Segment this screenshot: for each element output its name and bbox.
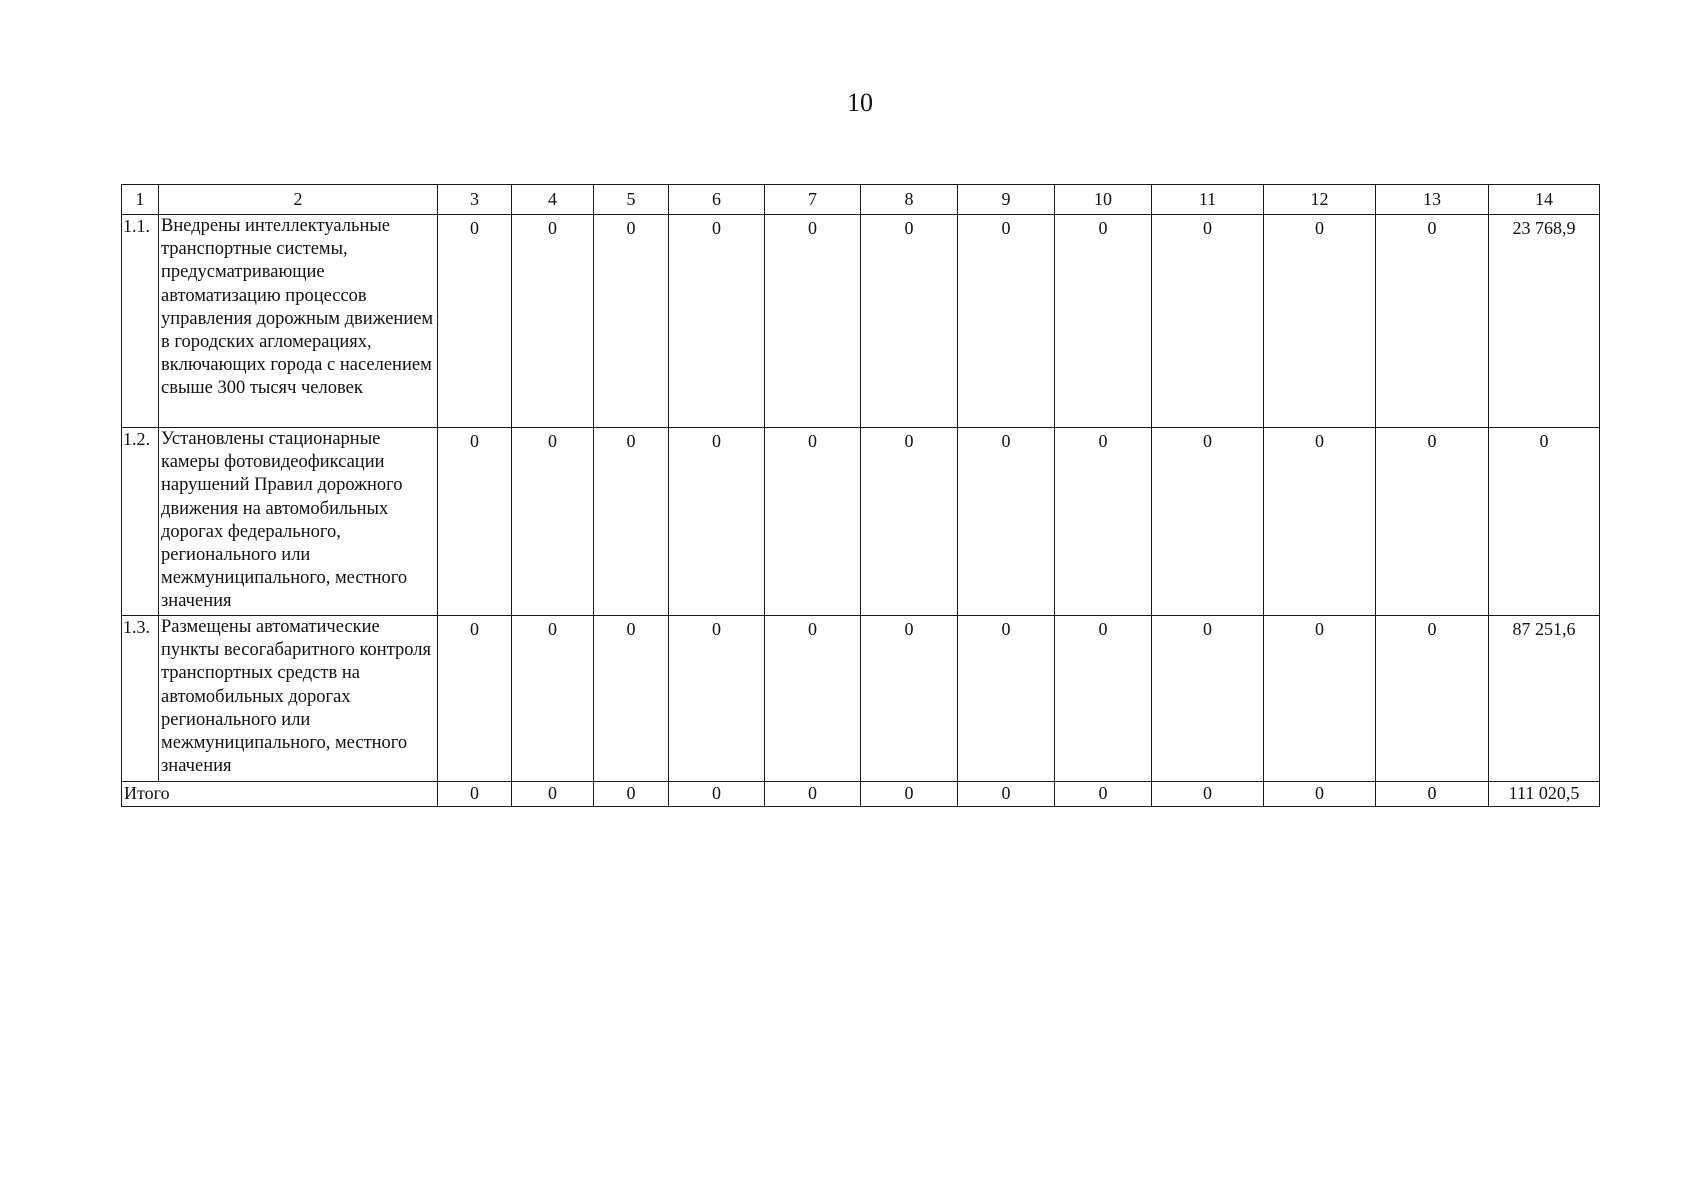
row-number: 1.3. xyxy=(122,616,159,782)
column-header: 2 xyxy=(159,185,438,215)
column-header: 8 xyxy=(861,185,958,215)
row-total-cell: 0 xyxy=(1489,428,1600,616)
total-value-cell: 0 xyxy=(1055,782,1152,807)
value-cell: 0 xyxy=(1152,215,1264,428)
row-description: Установлены стационарные камеры фотовидеофиксации нарушений Правил дорожного движения на автомобильных дорогах федерального, регионального или межмуниципального, местного значения xyxy=(159,428,438,616)
total-value-cell: 0 xyxy=(1152,782,1264,807)
column-header: 11 xyxy=(1152,185,1264,215)
table-header-row xyxy=(122,185,1600,215)
value-cell: 0 xyxy=(1264,428,1376,616)
table-row xyxy=(122,215,1600,428)
row-description: Размещены автоматические пункты весогабаритного контроля транспортных средств на автомобильных дорогах регионального или межмуниципального, местного значения xyxy=(159,616,438,782)
value-cell: 0 xyxy=(1152,428,1264,616)
value-cell: 0 xyxy=(861,428,958,616)
total-value-cell: 0 xyxy=(594,782,669,807)
value-cell: 0 xyxy=(1376,215,1489,428)
value-cell: 0 xyxy=(958,215,1055,428)
row-number: 1.2. xyxy=(122,428,159,616)
row-total-cell: 23 768,9 xyxy=(1489,215,1600,428)
value-cell: 0 xyxy=(765,616,861,782)
value-cell: 0 xyxy=(438,616,512,782)
total-value-cell: 0 xyxy=(765,782,861,807)
value-cell: 0 xyxy=(594,428,669,616)
total-value-cell: 0 xyxy=(1376,782,1489,807)
value-cell: 0 xyxy=(1055,215,1152,428)
column-header: 9 xyxy=(958,185,1055,215)
value-cell: 0 xyxy=(1376,428,1489,616)
column-header: 4 xyxy=(512,185,594,215)
row-description: Внедрены интеллектуальные транспортные системы, предусматривающие автоматизацию процессов управления дорожным движением в городских агломерациях, включающих города с населением свыше 300 тысяч человек xyxy=(159,215,438,428)
column-header: 7 xyxy=(765,185,861,215)
table-row xyxy=(122,616,1600,782)
grand-total-cell: 111 020,5 xyxy=(1489,782,1600,807)
value-cell: 0 xyxy=(1055,428,1152,616)
value-cell: 0 xyxy=(669,215,765,428)
column-header: 10 xyxy=(1055,185,1152,215)
value-cell: 0 xyxy=(1055,616,1152,782)
value-cell: 0 xyxy=(765,428,861,616)
value-cell: 0 xyxy=(1264,616,1376,782)
column-header: 3 xyxy=(438,185,512,215)
value-cell: 0 xyxy=(958,428,1055,616)
total-value-cell: 0 xyxy=(669,782,765,807)
total-value-cell: 0 xyxy=(1264,782,1376,807)
column-header: 12 xyxy=(1264,185,1376,215)
value-cell: 0 xyxy=(594,215,669,428)
value-cell: 0 xyxy=(765,215,861,428)
value-cell: 0 xyxy=(512,616,594,782)
value-cell: 0 xyxy=(669,616,765,782)
value-cell: 0 xyxy=(594,616,669,782)
value-cell: 0 xyxy=(438,428,512,616)
value-cell: 0 xyxy=(861,215,958,428)
value-cell: 0 xyxy=(958,616,1055,782)
total-value-cell: 0 xyxy=(958,782,1055,807)
column-header: 14 xyxy=(1489,185,1600,215)
total-row xyxy=(122,782,1600,807)
value-cell: 0 xyxy=(1264,215,1376,428)
total-value-cell: 0 xyxy=(438,782,512,807)
data-table xyxy=(121,184,1600,807)
row-number: 1.1. xyxy=(122,215,159,428)
column-header: 1 xyxy=(122,185,159,215)
value-cell: 0 xyxy=(669,428,765,616)
total-value-cell: 0 xyxy=(512,782,594,807)
page-number: 10 xyxy=(847,88,873,117)
value-cell: 0 xyxy=(512,215,594,428)
column-header: 5 xyxy=(594,185,669,215)
row-total-cell: 87 251,6 xyxy=(1489,616,1600,782)
total-value-cell: 0 xyxy=(861,782,958,807)
table-row xyxy=(122,428,1600,616)
value-cell: 0 xyxy=(1376,616,1489,782)
column-header: 13 xyxy=(1376,185,1489,215)
value-cell: 0 xyxy=(438,215,512,428)
value-cell: 0 xyxy=(1152,616,1264,782)
column-header: 6 xyxy=(669,185,765,215)
value-cell: 0 xyxy=(861,616,958,782)
value-cell: 0 xyxy=(512,428,594,616)
total-label: Итого xyxy=(122,782,438,807)
